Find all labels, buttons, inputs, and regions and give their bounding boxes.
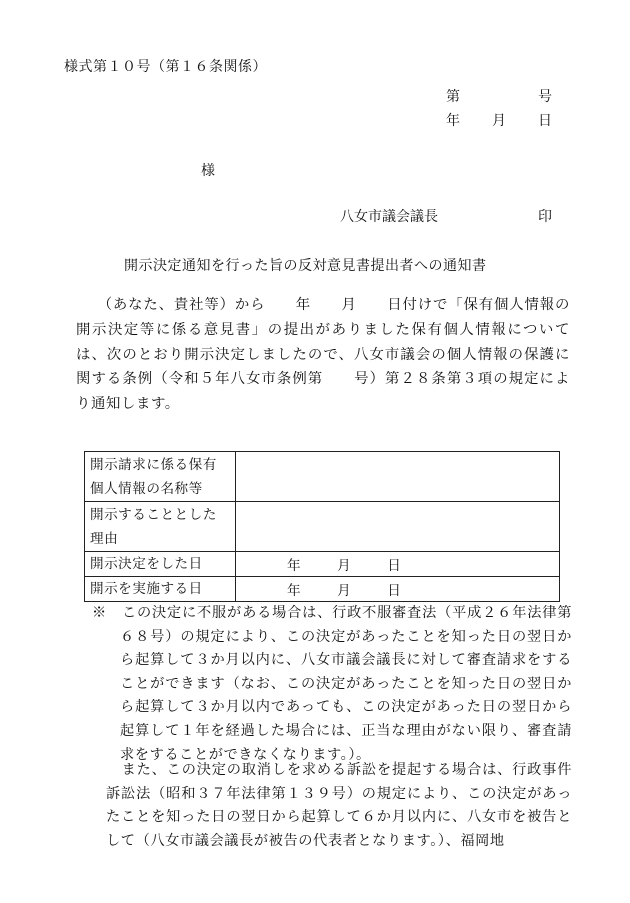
document-title: 開示決定通知を行った旨の反対意見書提出者への通知書 xyxy=(124,258,487,274)
table-label-line: 個人情報の名称等 xyxy=(90,480,203,497)
lawsuit-note: また、この決定の取消しを求める訴訟を提起する場合は、行政事件訴訟法（昭和３７年法律第１３９号）の規定により、この決定があったことを知った日の翌日から起算して６か月以内に、八女市を被告として（八女市議会議長が被告の代表者となります。）、福岡地 xyxy=(106,762,572,849)
date-year-label: 年 xyxy=(446,113,460,129)
table-row xyxy=(85,502,560,552)
table-day-label: 日 xyxy=(387,558,402,574)
document-number-suffix: 号 xyxy=(538,89,552,105)
table-row xyxy=(85,552,560,577)
table-date-cell xyxy=(236,552,560,577)
form-number: 様式第１０号（第１６条関係） xyxy=(64,59,267,75)
table-month-label: 月 xyxy=(337,558,352,574)
table-year-label: 年 xyxy=(287,583,302,599)
addressee-honorific: 様 xyxy=(201,163,215,179)
table-row xyxy=(85,452,560,502)
body-paragraph: （あなた、貴社等）から 年 月 日付けで「保有個人情報の開示決定等に係る意見書」の提出がありました保有個人情報については、次のとおり開示決定しましたので、八女市議会の個人情報の保護に関する条例（令和５年八女市条例第 号）第２８条第３項の規定により通知します。 xyxy=(76,297,570,413)
table-date-cell xyxy=(236,577,560,602)
table-label-line: 開示請求に係る保有 xyxy=(90,456,217,473)
date-month-label: 月 xyxy=(492,113,506,129)
table-year-label: 年 xyxy=(287,558,302,574)
decision-info-table xyxy=(84,451,560,602)
document-number-prefix: 第 xyxy=(446,89,460,105)
date-day-label: 日 xyxy=(538,113,552,129)
table-label-cell: 開示を実施する日 xyxy=(85,577,236,602)
table-day-label: 日 xyxy=(387,583,402,599)
sender-name: 八女市議会議長 xyxy=(340,209,438,225)
table-row xyxy=(85,577,560,602)
table-label-line: 理由 xyxy=(90,530,119,547)
table-value-cell xyxy=(236,452,560,502)
table-value-cell xyxy=(236,502,560,552)
table-label-cell xyxy=(85,502,236,552)
seal-mark: 印 xyxy=(538,209,552,225)
appeal-note: ※ この決定に不服がある場合は、行政不服審査法（平成２６年法律第６８号）の規定により、この決定があったことを知った日の翌日から起算して３か月以内に、八女市議会議長に対して審査請求をすることができます（なお、この決定があったことを知った日の翌日から起算して３か月以内であっても、この決定があった日の翌日から起算して１年を経過した場合には、正当な理由がない限り、審査請求をすることができなくなります。）。 xyxy=(92,605,572,763)
table-label-cell: 開示決定をした日 xyxy=(85,552,236,577)
table-label-line: 開示することとした xyxy=(90,506,217,523)
table-month-label: 月 xyxy=(337,583,352,599)
table-label-cell xyxy=(85,452,236,502)
